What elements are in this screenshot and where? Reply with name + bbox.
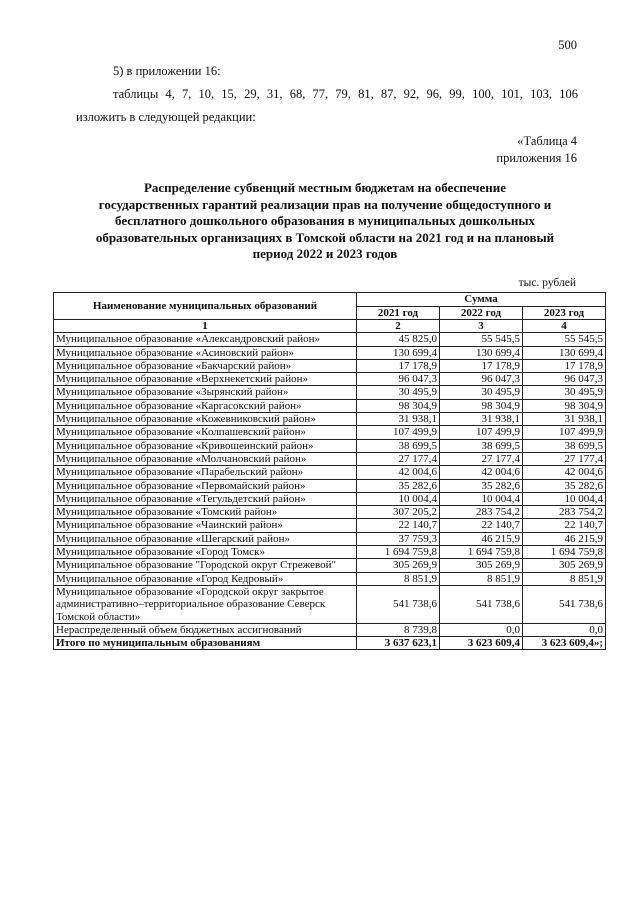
- table-row: [54, 479, 606, 492]
- municipality-name: Муниципальное образование «Молчановский район»: [54, 452, 357, 465]
- value-2022: 46 215,9: [440, 532, 523, 545]
- table-row: [54, 519, 606, 532]
- tables-list-word: 96,: [426, 87, 443, 101]
- intro-instruction: изложить в следующей редакции:: [76, 110, 256, 124]
- municipality-name: Муниципальное образование «Колпашевский район»: [54, 426, 357, 439]
- value-2021: 37 759,3: [357, 532, 440, 545]
- tables-list-word: таблицы: [113, 87, 159, 101]
- column-index: 2: [357, 320, 440, 333]
- value-2022: 10 004,4: [440, 492, 523, 505]
- value-2022: 283 754,2: [440, 506, 523, 519]
- municipality-name: Нераспределенный объем бюджетных ассигнований: [54, 623, 357, 636]
- municipality-name: Муниципальное образование «Верхнекетский район»: [54, 373, 357, 386]
- municipality-name: Муниципальное образование «Городской округ закрытое административно–территориальное образование Северск Томской области»: [54, 585, 357, 623]
- value-2023: 31 938,1: [523, 413, 606, 426]
- tables-list-word: 92,: [403, 87, 420, 101]
- value-2023: 22 140,7: [523, 519, 606, 532]
- tables-list-word: 29,: [244, 87, 260, 101]
- municipality-name: Муниципальное образование «Томский район»: [54, 506, 357, 519]
- table-row: [54, 346, 606, 359]
- table-caption-number: «Таблица 4: [517, 134, 577, 148]
- municipality-name: Муниципальное образование «Город Томск»: [54, 546, 357, 559]
- value-2023: 10 004,4: [523, 492, 606, 505]
- title-line: бесплатного дошкольного образования в муниципальных дошкольных: [115, 213, 535, 228]
- value-2021: 8 851,9: [357, 572, 440, 585]
- tables-list-word: 4,: [165, 87, 175, 101]
- municipality-name: Муниципальное образование «Город Кедровый»: [54, 572, 357, 585]
- column-index: 1: [54, 320, 357, 333]
- value-2022: 107 499,9: [440, 426, 523, 439]
- value-2021: 42 004,6: [357, 466, 440, 479]
- value-2023: 27 177,4: [523, 452, 606, 465]
- value-2023: 305 269,9: [523, 559, 606, 572]
- municipality-name: Муниципальное образование «Асиновский район»: [54, 346, 357, 359]
- title-line: образовательных организациях в Томской области на 2021 год и на плановый: [95, 229, 555, 245]
- tables-list-word: 31,: [266, 87, 283, 101]
- units-label: тыс. рублей: [518, 277, 576, 289]
- municipality-name: Муниципальное образование «Шегарский район»: [54, 532, 357, 545]
- table-row: [54, 413, 606, 426]
- value-2022: 30 495,9: [440, 386, 523, 399]
- value-2023: 98 304,9: [523, 399, 606, 412]
- table-row: [54, 546, 606, 559]
- value-2021: 305 269,9: [357, 559, 440, 572]
- table-row: [54, 373, 606, 386]
- value-2022: 130 699,4: [440, 346, 523, 359]
- tables-list-word: 79,: [335, 87, 351, 101]
- tables-list-word: 77,: [312, 87, 329, 101]
- tables-list-word: 106: [559, 87, 578, 101]
- value-2021: 10 004,4: [357, 492, 440, 505]
- title-line: период 2022 и 2023 годов: [252, 246, 398, 261]
- municipality-name: Муниципальное образование «Зырянский район»: [54, 386, 357, 399]
- value-2022: 31 938,1: [440, 413, 523, 426]
- value-2022: 27 177,4: [440, 452, 523, 465]
- title-line: Распределение субвенций местным бюджетам на обеспечение: [143, 180, 507, 195]
- intro-item: 5) в приложении 16:: [113, 64, 221, 78]
- value-2022: 17 178,9: [440, 359, 523, 372]
- municipality-name: Муниципальное образование «Каргасокский район»: [54, 399, 357, 412]
- header-name: Наименование муниципальных образований: [54, 293, 357, 320]
- header-year-2021: 2021 год: [357, 306, 440, 320]
- value-2021: 98 304,9: [357, 399, 440, 412]
- municipality-name: Муниципальное образование «Чаинский район»: [54, 519, 357, 532]
- value-2023: 35 282,6: [523, 479, 606, 492]
- value-2022: 0,0: [440, 623, 523, 636]
- table-row: [54, 333, 606, 346]
- header-year-2022: 2022 год: [440, 306, 523, 320]
- municipality-name: Муниципальное образование «Кожевниковский район»: [54, 413, 357, 426]
- value-2023: 541 738,6: [523, 585, 606, 623]
- tables-list-word: 100,: [472, 87, 494, 101]
- municipality-name: Муниципальное образование «Тегульдетский район»: [54, 492, 357, 505]
- value-2022: 541 738,6: [440, 585, 523, 623]
- table-row: [54, 439, 606, 452]
- table-row: [54, 492, 606, 505]
- table-body: [54, 333, 606, 637]
- tables-list-word: 101,: [501, 87, 523, 101]
- value-2022: 42 004,6: [440, 466, 523, 479]
- table-row: [54, 506, 606, 519]
- column-index: 4: [523, 320, 606, 333]
- tables-list-word: 15,: [221, 87, 237, 101]
- value-2021: 130 699,4: [357, 346, 440, 359]
- value-2023: 30 495,9: [523, 386, 606, 399]
- table-row: [54, 559, 606, 572]
- value-2021: 1 694 759,8: [357, 546, 440, 559]
- value-2021: 22 140,7: [357, 519, 440, 532]
- total-2023: 3 623 609,4»;: [523, 637, 606, 650]
- total-2021: 3 637 623,1: [357, 637, 440, 650]
- value-2023: 96 047,3: [523, 373, 606, 386]
- value-2022: 35 282,6: [440, 479, 523, 492]
- value-2021: 30 495,9: [357, 386, 440, 399]
- value-2023: 42 004,6: [523, 466, 606, 479]
- value-2022: 1 694 759,8: [440, 546, 523, 559]
- value-2021: 541 738,6: [357, 585, 440, 623]
- value-2021: 38 699,5: [357, 439, 440, 452]
- tables-list-word: 87,: [380, 87, 397, 101]
- table-row: [54, 359, 606, 372]
- value-2022: 98 304,9: [440, 399, 523, 412]
- document-title: [70, 180, 580, 263]
- page-number: 500: [558, 38, 577, 52]
- value-2023: 283 754,2: [523, 506, 606, 519]
- municipality-name: Муниципальное образование «Кривошеинский район»: [54, 439, 357, 452]
- table-row: [54, 572, 606, 585]
- value-2021: 17 178,9: [357, 359, 440, 372]
- value-2021: 107 499,9: [357, 426, 440, 439]
- header-year-2023: 2023 год: [523, 306, 606, 320]
- value-2023: 8 851,9: [523, 572, 606, 585]
- value-2021: 27 177,4: [357, 452, 440, 465]
- value-2023: 0,0: [523, 623, 606, 636]
- table-row: [54, 466, 606, 479]
- tables-list-word: 10,: [198, 87, 215, 101]
- table-row: [54, 623, 606, 636]
- tables-list-word: 81,: [358, 87, 374, 101]
- municipality-name: Муниципальное образование «Александровский район»: [54, 333, 357, 346]
- title-line: государственных гарантий реализации прав на получение общедоступного и: [98, 196, 552, 212]
- value-2023: 130 699,4: [523, 346, 606, 359]
- tables-list-word: 99,: [449, 87, 465, 101]
- column-index: 3: [440, 320, 523, 333]
- value-2022: 96 047,3: [440, 373, 523, 386]
- value-2022: 22 140,7: [440, 519, 523, 532]
- value-2021: 307 205,2: [357, 506, 440, 519]
- value-2021: 31 938,1: [357, 413, 440, 426]
- value-2021: 45 825,0: [357, 333, 440, 346]
- municipality-name: Муниципальное образование «Бакчарский район»: [54, 359, 357, 372]
- header-sum: Сумма: [357, 293, 606, 307]
- tables-list-word: 103,: [530, 87, 553, 101]
- table-row: [54, 452, 606, 465]
- table-row: [54, 426, 606, 439]
- value-2022: 38 699,5: [440, 439, 523, 452]
- municipality-name: Муниципальное образование «Первомайский район»: [54, 479, 357, 492]
- value-2021: 8 739,8: [357, 623, 440, 636]
- table-row: [54, 399, 606, 412]
- value-2023: 17 178,9: [523, 359, 606, 372]
- budget-table: [53, 292, 606, 650]
- value-2023: 46 215,9: [523, 532, 606, 545]
- municipality-name: Муниципальное образование "Городской округ Стрежевой": [54, 559, 357, 572]
- table-row: [54, 532, 606, 545]
- value-2022: 55 545,5: [440, 333, 523, 346]
- value-2023: 107 499,9: [523, 426, 606, 439]
- total-label: Итого по муниципальным образованиям: [54, 637, 357, 650]
- value-2023: 38 699,5: [523, 439, 606, 452]
- value-2023: 55 545,5: [523, 333, 606, 346]
- municipality-name: Муниципальное образование «Парабельский район»: [54, 466, 357, 479]
- table-caption-appendix: приложения 16: [496, 151, 577, 165]
- intro-tables-list: [113, 87, 578, 102]
- tables-list-word: 7,: [181, 87, 192, 101]
- value-2021: 96 047,3: [357, 373, 440, 386]
- value-2022: 305 269,9: [440, 559, 523, 572]
- total-2022: 3 623 609,4: [440, 637, 523, 650]
- total-row: [54, 637, 606, 650]
- table-row: [54, 585, 606, 623]
- tables-list-word: 68,: [289, 87, 306, 101]
- table-row: [54, 386, 606, 399]
- value-2021: 35 282,6: [357, 479, 440, 492]
- value-2023: 1 694 759,8: [523, 546, 606, 559]
- value-2022: 8 851,9: [440, 572, 523, 585]
